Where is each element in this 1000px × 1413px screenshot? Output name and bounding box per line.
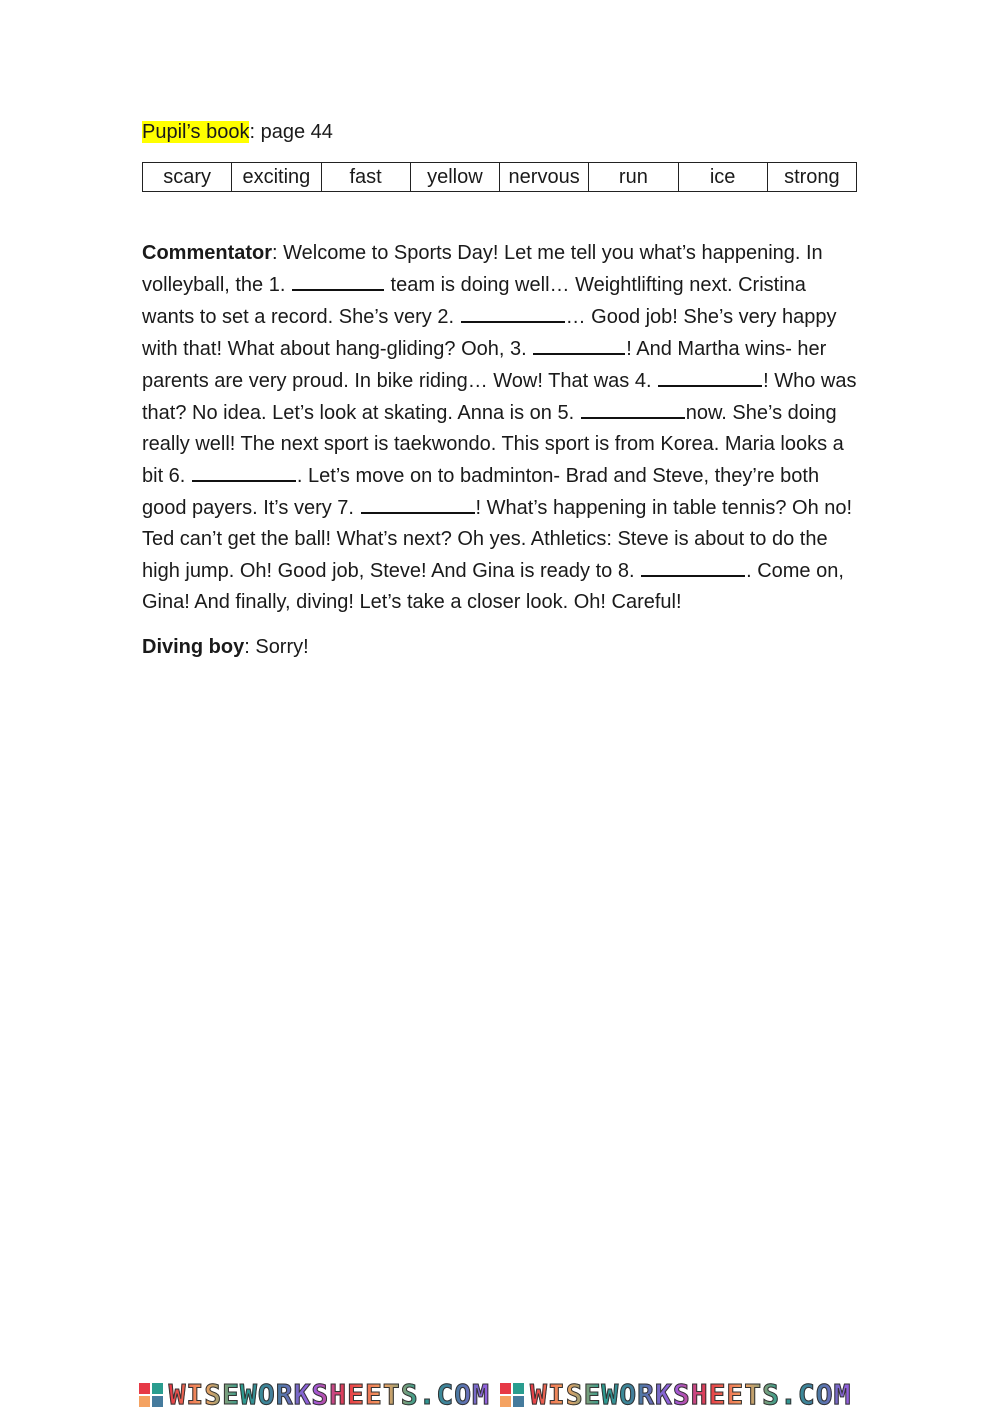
word-bank-cell: yellow <box>410 163 499 192</box>
blank-4[interactable] <box>658 365 762 387</box>
blank-1[interactable] <box>292 269 384 291</box>
blank-6[interactable] <box>192 460 296 482</box>
passage-text: . Come on, Gina! And finally, diving! Let’s take a closer look. Oh! Careful! <box>142 560 844 613</box>
word-bank-cell: ice <box>678 163 767 192</box>
watermark-logo-text: WISEWORKSHEETS.COM <box>168 1378 490 1411</box>
logo-mark-icon <box>500 1383 524 1407</box>
passage-text: … Good job! She’s very happy with that! What about hang-gliding? Ooh, 3. <box>142 306 837 360</box>
passage-text: ! Who was that? No idea. Let’s look at skating. Anna is on 5. <box>142 370 857 424</box>
word-bank-cell: fast <box>321 163 410 192</box>
passage-text: : Welcome to Sports Day! Let me tell you what’s happening. In volleyball, the 1. <box>142 242 823 296</box>
word-bank-table <box>142 162 857 192</box>
watermark-footer <box>0 1376 1000 1413</box>
book-reference <box>142 118 858 146</box>
word-bank-cell: strong <box>767 163 856 192</box>
word-bank-cell: scary <box>143 163 232 192</box>
word-bank-cell: nervous <box>500 163 589 192</box>
passage-text: ! What’s happening in table tennis? Oh no! Ted can’t get the ball! What’s next? Oh yes. Athletics: Steve is about to do the high jump. Oh! Good job, Steve! And Gina is ready to 8. <box>142 497 853 582</box>
speaker-commentator: Commentator <box>142 242 273 264</box>
commentary-passage <box>142 238 858 663</box>
book-label: Pupil’s book <box>142 121 250 143</box>
word-bank-row <box>143 163 857 192</box>
passage-text: ! And Martha wins- her parents are very proud. In bike riding… Wow! That was 4. <box>142 338 827 392</box>
speaker-diving-boy: Diving boy <box>142 636 245 658</box>
reply-text: : Sorry! <box>244 636 309 658</box>
watermark-logo-text: WISEWORKSHEETS.COM <box>530 1378 852 1411</box>
word-bank-cell: exciting <box>232 163 321 192</box>
blank-3[interactable] <box>533 333 625 355</box>
page-reference: : page 44 <box>249 121 333 143</box>
logo-mark-icon <box>139 1383 163 1407</box>
passage-text: team is doing well… Weightlifting next. Cristina wants to set a record. She’s very 2. <box>142 274 806 328</box>
blank-7[interactable] <box>361 492 475 514</box>
word-bank-cell: run <box>589 163 678 192</box>
diving-boy-paragraph <box>142 632 858 663</box>
blank-5[interactable] <box>581 397 685 419</box>
commentator-paragraph <box>142 238 858 618</box>
blank-8[interactable] <box>641 555 745 577</box>
worksheet-page <box>142 118 858 663</box>
passage-text: now. She’s doing really well! The next sport is taekwondo. This sport is from Korea. Maria looks a bit 6. <box>142 402 844 487</box>
blank-2[interactable] <box>461 301 565 323</box>
passage-text: . Let’s move on to badminton- Brad and Steve, they’re both good payers. It’s very 7. <box>142 465 820 519</box>
